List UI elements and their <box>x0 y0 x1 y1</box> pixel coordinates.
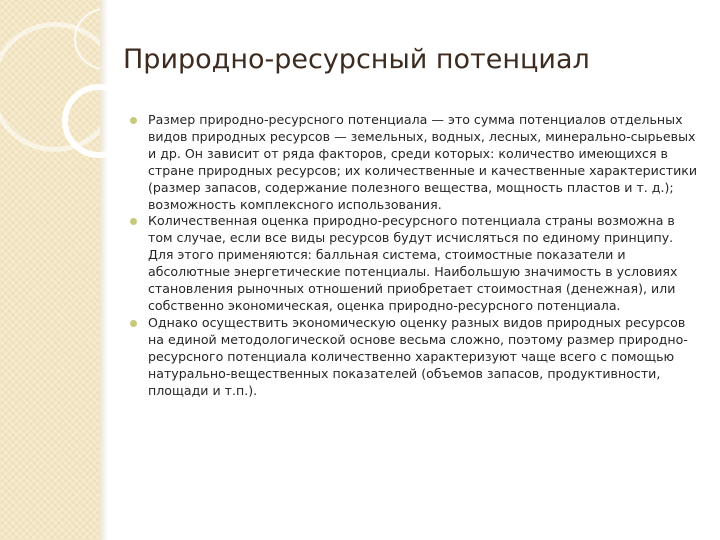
bullet-dot-icon <box>130 320 137 327</box>
slide-title: Природно-ресурсный потенциал <box>123 44 590 75</box>
bullet-text: Размер природно-ресурсного потенциала — это сумма потенциалов отдельных видов природных ресурсов — земельных, водных, лесных, минерально-сырьевых и др. Он зависит от ряда факторов, среди которых: количество имеющихся в стране природных ресурсов; их количественные и качественные характеристики (размер запасов, содержание полезного вещества, мощность пластов и т. д.); возможность комплексного использования. <box>148 112 698 212</box>
bullet-item <box>130 112 702 213</box>
panel-edge-shadow <box>100 0 108 540</box>
bullet-item <box>130 213 702 314</box>
decorative-ring-main <box>62 84 136 158</box>
bullet-dot-icon <box>130 218 137 225</box>
bullet-text: Однако осуществить экономическую оценку разных видов природных ресурсов на единой методологической основе весьма сложно, поэтому размер природно-ресурсного потенциала количественно характеризуют чаще всего с помощью натурально-вещественных показателей (объемов запасов, продуктивности, площади и т.п.). <box>148 314 688 398</box>
bullet-dot-icon <box>130 117 137 124</box>
decorative-side-panel <box>0 0 100 540</box>
bullet-item <box>130 315 702 400</box>
bullet-text: Количественная оценка природно-ресурсного потенциала страны возможна в том случае, если все виды ресурсов будут исчисляться по единому принципу. Для этого применяются: балльная система, стоимостные показатели и абсолютные энергетические потенциалы. Наибольшую значимость в условиях становления рыночных отношений приобретает стоимостная (денежная), или собственно экономическая, оценка природно-ресурсного потенциала. <box>148 213 678 313</box>
bullet-list <box>130 112 702 399</box>
